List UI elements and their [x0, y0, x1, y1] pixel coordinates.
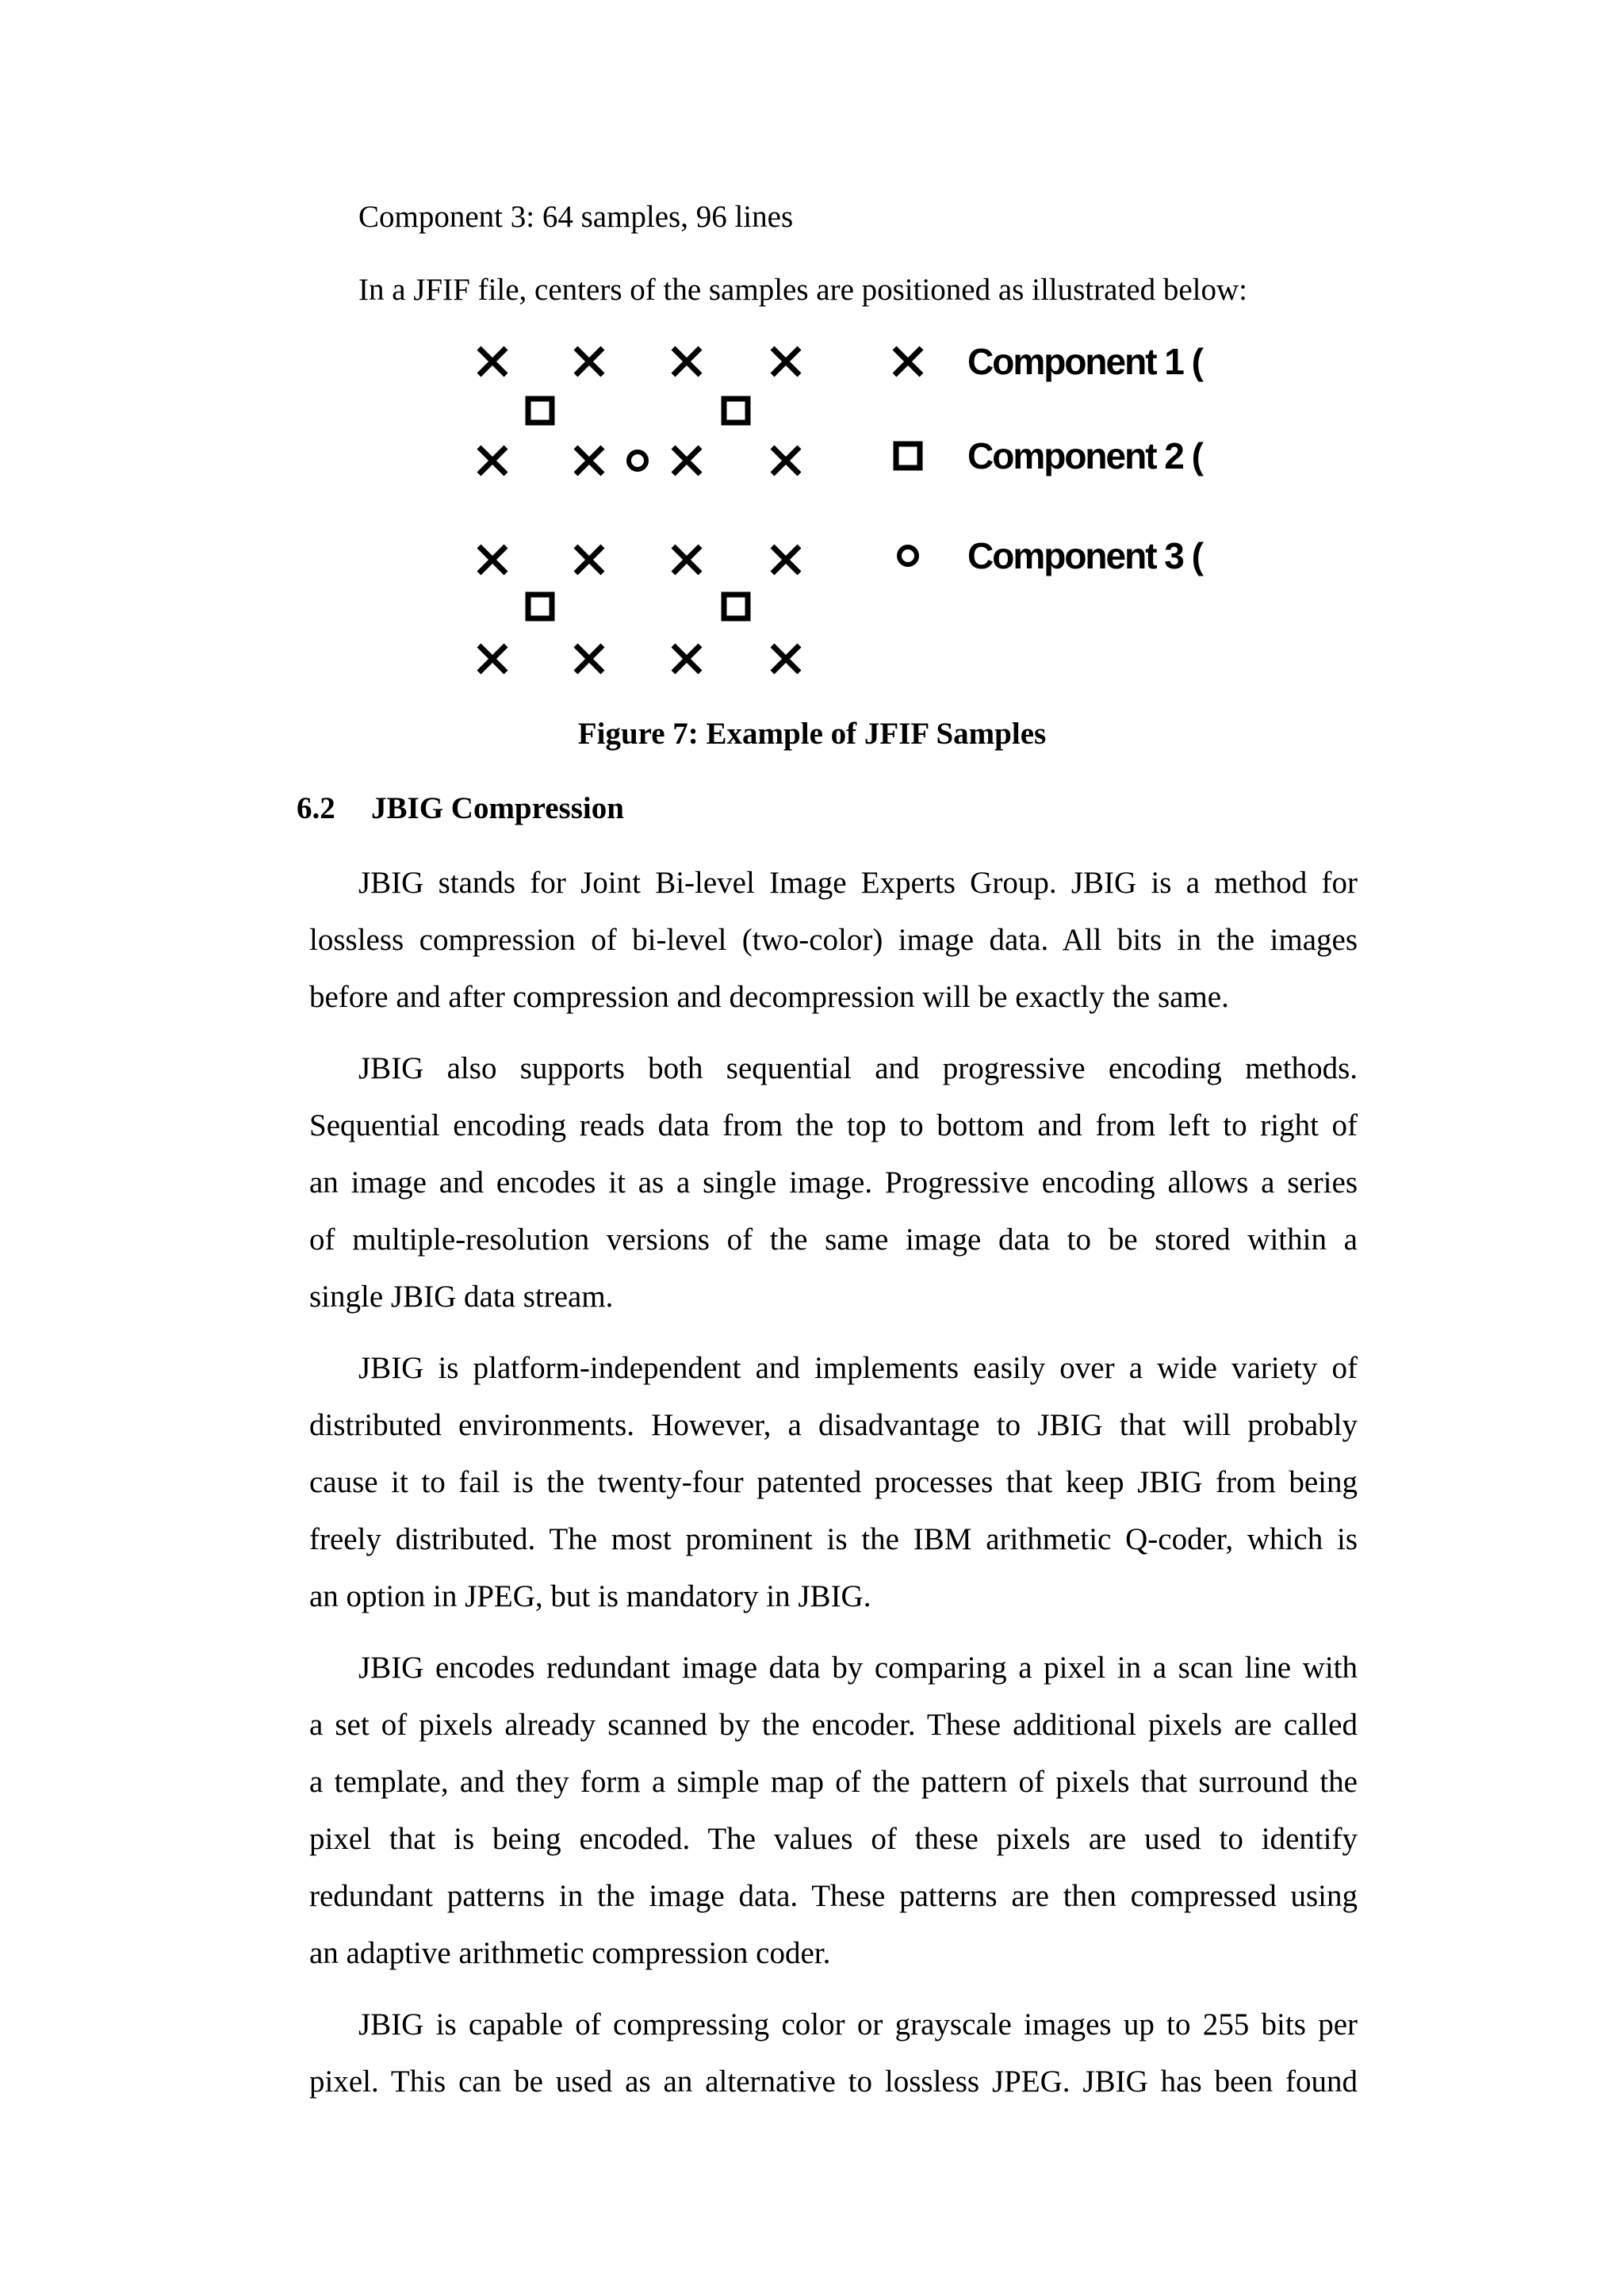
component-1-sample-cross-icon — [772, 348, 799, 375]
paragraph-2-line-3: an image and encodes it as a single image. Progressive encoding allows a series — [309, 1165, 1358, 1200]
component-3-sample-circle-icon — [629, 452, 646, 469]
component-2-sample-square-icon — [528, 399, 552, 423]
paragraph-3-line-1: JBIG is platform-independent and implements easily over a wide variety of — [358, 1351, 1358, 1385]
component-2-sample-square-icon — [528, 595, 552, 618]
paragraph-1-line-1: JBIG stands for Joint Bi-level Image Experts Group. JBIG is a method for — [358, 866, 1358, 900]
component-1-sample-cross-icon — [772, 447, 799, 474]
paragraph-5-line-1: JBIG is capable of compressing color or grayscale images up to 255 bits per — [358, 2007, 1358, 2042]
section-title: JBIG Compression — [371, 791, 624, 825]
jfif-samples-figure — [444, 333, 1253, 706]
component-1-sample-cross-icon — [673, 645, 700, 672]
paragraph-2-line-5: single JBIG data stream. — [309, 1280, 614, 1314]
figure-caption: Figure 7: Example of JFIF Samples — [577, 717, 1047, 751]
section-number: 6.2 — [297, 791, 335, 825]
component-1-sample-cross-icon — [576, 348, 603, 375]
paragraph-2-line-1: JBIG also supports both sequential and progressive encoding methods. — [358, 1051, 1358, 1085]
component-1-sample-cross-icon — [576, 447, 603, 474]
paragraph-2-line-4: of multiple-resolution versions of the same image data to be stored within a — [309, 1223, 1358, 1257]
paragraph-1-line-2: lossless compression of bi-level (two-color) image data. All bits in the images — [309, 923, 1358, 957]
paragraph-4-line-1: JBIG encodes redundant image data by comparing a pixel in a scan line with — [358, 1651, 1358, 1685]
component-1-sample-cross-icon — [576, 546, 603, 573]
legend-label-component-3: Component 3 ( — [967, 535, 1202, 576]
paragraph-3-line-5: an option in JPEG, but is mandatory in JBIG. — [309, 1579, 871, 1613]
component-1-sample-cross-icon — [673, 546, 700, 573]
legend-square-icon — [896, 444, 920, 468]
component-1-sample-cross-icon — [479, 546, 506, 573]
paragraph-3-line-2: distributed environments. However, a disadvantage to JBIG that will probably — [309, 1408, 1358, 1442]
paragraph-1-line-3: before and after compression and decompression will be exactly the same. — [309, 980, 1229, 1014]
paragraph-3-line-3: cause it to fail is the twenty-four patented processes that keep JBIG from being — [309, 1465, 1358, 1499]
component-1-sample-cross-icon — [772, 546, 799, 573]
intro-line-jfif: In a JFIF file, centers of the samples are positioned as illustrated below: — [358, 273, 1247, 307]
paragraph-4-line-5: redundant patterns in the image data. These patterns are then compressed using — [309, 1879, 1358, 1913]
component-1-sample-cross-icon — [673, 447, 700, 474]
paragraph-4-line-4: pixel that is being encoded. The values of these pixels are used to identify — [309, 1822, 1358, 1856]
component-1-sample-cross-icon — [673, 348, 700, 375]
legend-cross-icon — [894, 348, 921, 375]
legend-label-component-1: Component 1 ( — [967, 341, 1202, 382]
component-1-sample-cross-icon — [479, 447, 506, 474]
paragraph-4-line-6: an adaptive arithmetic compression coder. — [309, 1936, 831, 1970]
component-2-sample-square-icon — [724, 595, 748, 618]
jfif-samples-diagram — [444, 333, 1253, 706]
legend-label-component-2: Component 2 ( — [967, 435, 1202, 476]
component-1-sample-cross-icon — [576, 645, 603, 672]
component-1-sample-cross-icon — [772, 645, 799, 672]
legend-circle-icon — [899, 547, 917, 564]
intro-line-component-3: Component 3: 64 samples, 96 lines — [358, 200, 794, 234]
paragraph-5-line-2: pixel. This can be used as an alternative to lossless JPEG. JBIG has been found — [309, 2064, 1358, 2099]
paragraph-4-line-3: a template, and they form a simple map of the pattern of pixels that surround the — [309, 1765, 1358, 1799]
paragraph-4-line-2: a set of pixels already scanned by the encoder. These additional pixels are called — [309, 1708, 1358, 1742]
component-1-sample-cross-icon — [479, 348, 506, 375]
paragraph-3-line-4: freely distributed. The most prominent is the IBM arithmetic Q-coder, which is — [309, 1522, 1358, 1556]
paragraph-2-line-2: Sequential encoding reads data from the top to bottom and from left to right of — [309, 1108, 1358, 1142]
component-1-sample-cross-icon — [479, 645, 506, 672]
component-2-sample-square-icon — [724, 399, 748, 423]
